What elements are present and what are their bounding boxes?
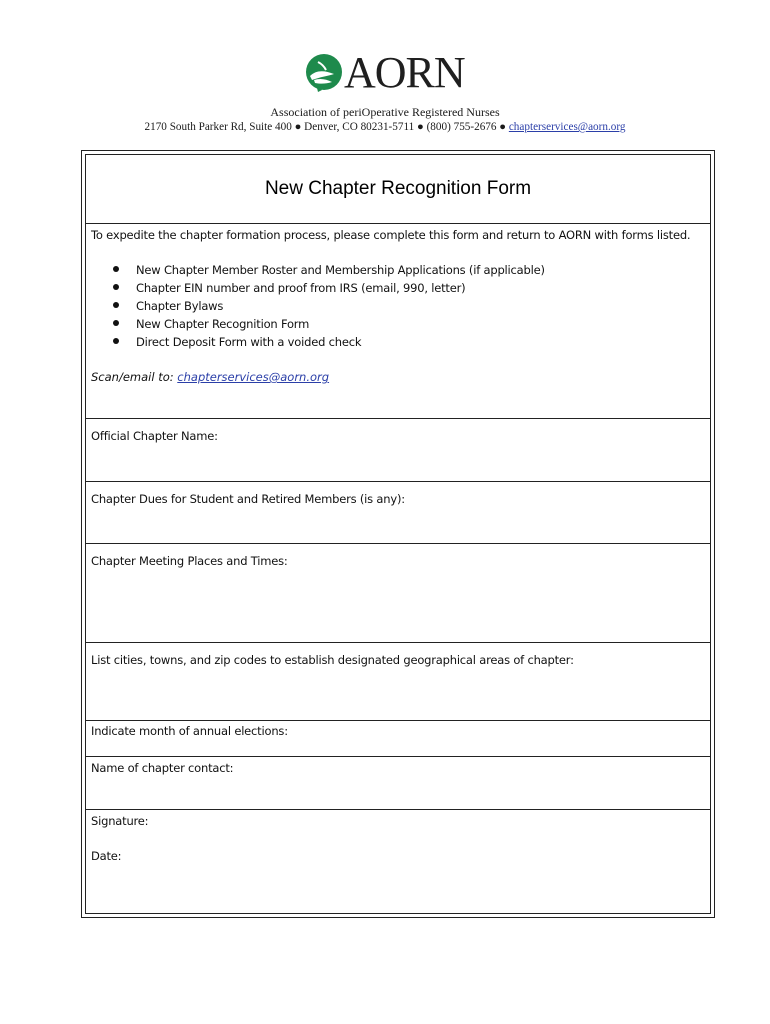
bullet-icon	[113, 302, 119, 308]
scan-label: Scan/email to:	[91, 370, 174, 384]
instructions-section	[86, 224, 710, 419]
list-item	[111, 297, 545, 315]
signature-label: Signature:	[91, 814, 149, 828]
bullet-icon	[113, 266, 119, 272]
form-title: New Chapter Recognition Form	[264, 178, 532, 199]
aorn-logo	[304, 50, 474, 96]
geographic-areas-field[interactable]	[86, 643, 710, 721]
annual-elections-field[interactable]	[86, 721, 710, 757]
organization-address	[0, 120, 770, 134]
document-label: New Chapter Member Roster and Membership Applications (if applicable)	[136, 263, 545, 277]
aorn-emblem-icon	[304, 50, 344, 96]
meeting-places-field[interactable]	[86, 544, 710, 643]
meeting-places-label: Chapter Meeting Places and Times:	[91, 554, 288, 568]
chapter-contact-field[interactable]	[86, 757, 710, 810]
bullet-icon	[113, 320, 119, 326]
scan-email-line	[91, 369, 329, 385]
chapter-name-field[interactable]	[86, 419, 710, 482]
scan-email-link[interactable]: chapterservices@aorn.org	[177, 370, 330, 384]
address-text: 2170 South Parker Rd, Suite 400 ● Denver, CO 80231-5711 ● (800) 755-2676 ●	[144, 121, 507, 133]
chapter-contact-label: Name of chapter contact:	[91, 761, 234, 775]
geographic-areas-label: List cities, towns, and zip codes to establish designated geographical areas of chapter:	[91, 653, 574, 667]
signature-date-field[interactable]	[86, 810, 710, 914]
instructions-text: To expedite the chapter formation process, please complete this form and return to AORN with forms listed.	[91, 228, 691, 242]
annual-elections-label: Indicate month of annual elections:	[91, 724, 288, 738]
bullet-icon	[113, 338, 119, 344]
document-label: Chapter EIN number and proof from IRS (email, 990, letter)	[136, 281, 466, 295]
form-table	[85, 154, 711, 914]
document-label: Direct Deposit Form with a voided check	[136, 335, 362, 349]
chapter-dues-label: Chapter Dues for Student and Retired Members (is any):	[91, 492, 405, 506]
required-documents-list	[111, 261, 545, 351]
aorn-logo-text: AORN	[344, 48, 465, 97]
chapter-name-label: Official Chapter Name:	[91, 429, 218, 443]
organization-name: Association of periOperative Registered Nurses	[270, 105, 500, 119]
bullet-icon	[113, 284, 119, 290]
header-email-link[interactable]: chapterservices@aorn.org	[508, 121, 626, 133]
list-item	[111, 279, 545, 297]
document-label: Chapter Bylaws	[136, 299, 224, 313]
date-label: Date:	[91, 849, 122, 863]
list-item	[111, 315, 545, 333]
document-label: New Chapter Recognition Form	[136, 317, 310, 331]
chapter-dues-field[interactable]	[86, 482, 710, 544]
form-border	[81, 150, 715, 918]
list-item	[111, 261, 545, 279]
list-item	[111, 333, 545, 351]
title-row	[86, 155, 710, 224]
